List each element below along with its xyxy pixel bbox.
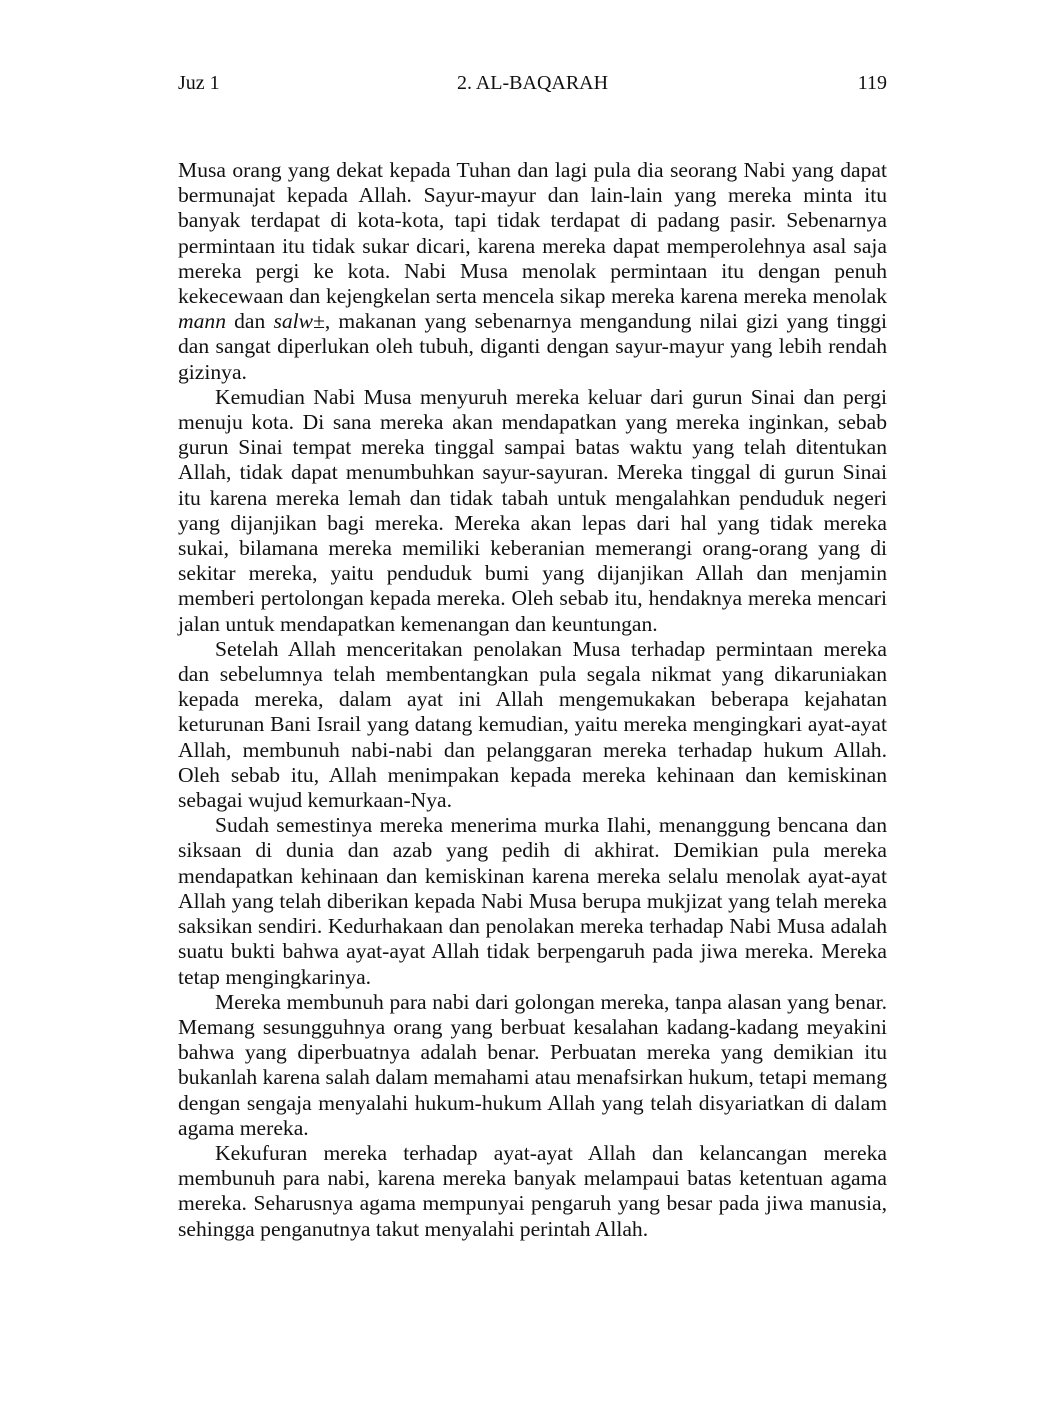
- paragraph-3: Setelah Allah menceritakan penolakan Musa terhadap permintaan mereka dan sebelumnya telah membentangkan pula segala nikmat yang dikaruniakan kepada mereka, dalam ayat ini Allah mengemukakan beberapa kejahatan keturunan Bani Israil yang datang kemudian, yaitu mereka mengingkari ayat-ayat Allah, membunuh nabi-nabi dan pelanggaran mereka terhadap hukum Allah. Oleh sebab itu, Allah menimpakan kepada mereka kehinaan dan kemiskinan sebagai wujud kemurkaan-Nya.: [178, 636, 887, 813]
- term-mann: mann: [178, 309, 226, 334]
- paragraph-6: Kekufuran mereka terhadap ayat-ayat Allah dan kelancangan mereka membunuh para nabi, karena mereka banyak melampaui batas ketentuan agama mereka. Seharusnya agama mempunyai pengaruh yang besar pada jiwa manusia, sehingga penganutnya takut menyalahi perintah Allah.: [178, 1140, 887, 1241]
- paragraph-1-text-a: Musa orang yang dekat kepada Tuhan dan lagi pula dia seorang Nabi yang dapat bermunajat kepada Allah. Sayur-mayur dan lain-lain yang mereka minta itu banyak terdapat di kota-kota, tapi tidak terdapat di padang pasir. Sebenarnya permintaan itu tidak sukar dicari, karena mereka dapat memperolehnya asal saja mereka pergi ke kota. Nabi Musa menolak permintaan itu dengan penuh kekecewaan dan kejengkelan serta mencela sikap mereka karena mereka menolak: [178, 158, 887, 309]
- paragraph-1: [178, 158, 887, 385]
- body-text: [178, 158, 887, 1242]
- paragraph-2: Kemudian Nabi Musa menyuruh mereka keluar dari gurun Sinai dan pergi menuju kota. Di sana mereka akan mendapatkan yang mereka inginkan, sebab gurun Sinai tempat mereka tinggal sampai batas waktu yang telah ditentukan Allah, tidak dapat menumbuhkan sayur-sayuran. Mereka tinggal di gurun Sinai itu karena mereka lemah dan tidak tabah untuk mengalahkan penduduk negeri yang dijanjikan bagi mereka. Mereka akan lepas dari hal yang tidak mereka sukai, bilamana mereka memiliki keberanian memerangi orang-orang yang di sekitar mereka, yaitu penduduk bumi yang dijanjikan Allah dan menjamin memberi pertolongan kepada mereka. Oleh sebab itu, hendaknya mereka mencari jalan untuk mendapatkan kemenangan dan keuntungan.: [178, 384, 887, 636]
- running-head: [178, 72, 887, 100]
- term-salwa: salw±: [273, 309, 325, 334]
- juz-label: Juz 1: [178, 72, 220, 94]
- paragraph-1-text-c: , makanan yang sebenarnya mengandung nilai gizi yang tinggi dan sangat diperlukan oleh tubuh, diganti dengan sayur-mayur yang lebih rendah gizinya.: [178, 309, 887, 384]
- paragraph-1-text-b: dan: [226, 309, 274, 334]
- surah-title: 2. AL-BAQARAH: [456, 72, 609, 94]
- paragraph-4: Sudah semestinya mereka menerima murka Ilahi, menanggung bencana dan siksaan di dunia dan azab yang pedih di akhirat. Demikian pula mereka mendapatkan kehinaan dan kemiskinan karena mereka selalu menolak ayat-ayat Allah yang telah diberikan kepada Nabi Musa berupa mukjizat yang telah mereka saksikan sendiri. Kedurhakaan dan penolakan mereka terhadap Nabi Musa adalah suatu bukti bahwa ayat-ayat Allah tidak berpengaruh pada jiwa mereka. Mereka tetap mengingkarinya.: [178, 813, 887, 989]
- page-number: 119: [857, 72, 887, 94]
- paragraph-5: Mereka membunuh para nabi dari golongan mereka, tanpa alasan yang benar. Memang sesungguhnya orang yang berbuat kesalahan kadang-kadang meyakini bahwa yang diperbuatnya adalah benar. Perbuatan mereka yang demikian itu bukanlah karena salah dalam memahami atau menafsirkan hukum, tetapi memang dengan sengaja menyalahi hukum-hukum Allah yang telah disyariatkan di dalam agama mereka.: [178, 989, 887, 1140]
